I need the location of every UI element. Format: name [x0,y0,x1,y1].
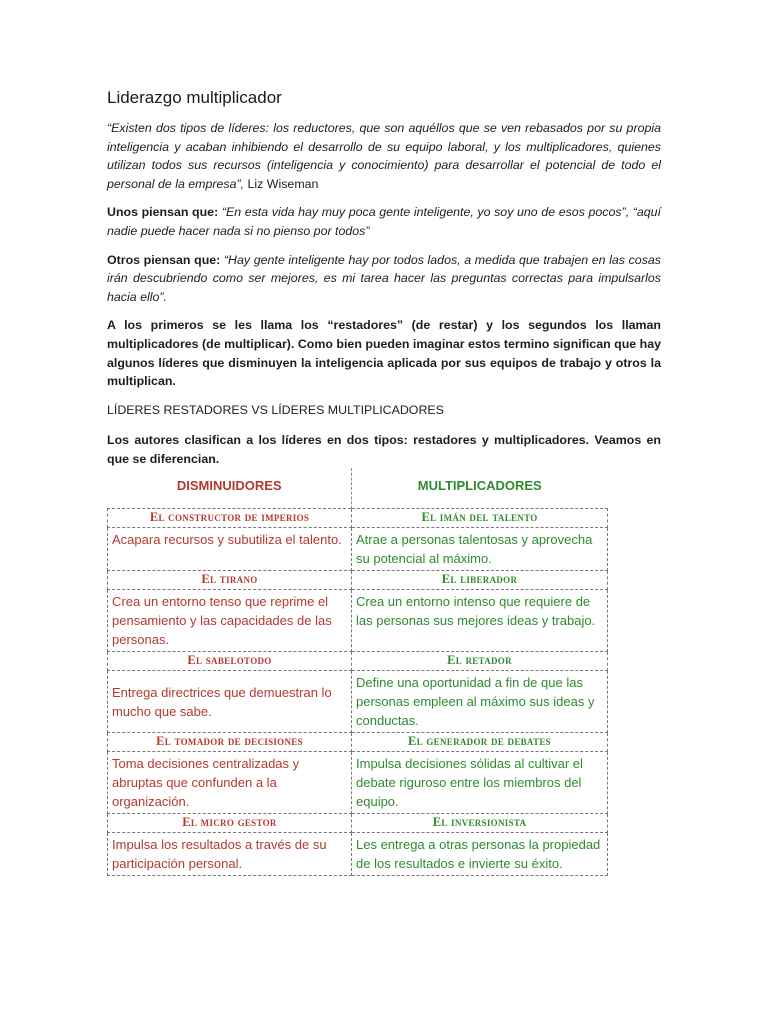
diminisher-desc: Crea un entorno tenso que reprime el pensamiento y las capacidades de las personas. [108,590,352,652]
table-row-title [108,509,608,528]
table-row-title [108,652,608,671]
quote-text: “Existen dos tipos de líderes: los reductores, que son aquéllos que se ven rebasados por su propia inteligencia y acaban inhibiendo el desarrollo de su equipo laboral, y los multiplicadores, quienes utilizan todos sus recursos (inteligencia y conocimiento) para desarrollar el potencial de todo el personal de la empresa”, [107,121,661,191]
diminisher-desc: Entrega directrices que demuestran lo mucho que sabe. [108,671,352,733]
multiplier-desc: Crea un entorno intenso que requiere de las personas sus mejores ideas y trabajo. [352,590,608,652]
diminisher-title: El constructor de imperios [108,509,352,528]
unos-label: Unos piensan que: [107,205,219,220]
diminisher-desc: Impulsa los resultados a través de su participación personal. [108,833,352,876]
table-header-row [108,468,608,509]
diminisher-title: El tirano [108,571,352,590]
multiplier-title: El generador de debates [352,733,608,752]
table-row-title [108,814,608,833]
multiplier-desc: Impulsa decisiones sólidas al cultivar el debate riguroso entre los miembros del equipo. [352,752,608,814]
quote-paragraph [107,119,661,193]
page-title: Liderazgo multiplicador [107,88,282,107]
diminisher-title: El micro gestor [108,814,352,833]
header-disminuidores: DISMINUIDORES [108,468,352,509]
multiplier-title: El imán del talento [352,509,608,528]
multiplier-desc: Les entrega a otras personas la propiedad de los resultados e invierte su éxito. [352,833,608,876]
section-heading: LÍDERES RESTADORES VS LÍDERES MULTIPLICADORES [107,402,444,417]
table-row-title [108,733,608,752]
paragraph-restadores: A los primeros se les llama los “restadores” (de restar) y los segundos los llaman multiplicadores (de multiplicar). Como bien pueden imaginar estos termino significan que hay algunos líderes que disminuyen la inteligencia aplicada por sus equipos de trabajo y otros la multiplican. [107,318,661,389]
table-row-desc [108,833,608,876]
paragraph-autores: Los autores clasifican a los líderes en dos tipos: restadores y multiplicadores. Veamos en que se diferencian. [107,433,661,466]
multiplier-desc: Atrae a personas talentosas y aprovecha su potencial al máximo. [352,528,608,571]
table-row-desc [108,590,608,652]
diminisher-title: El sabelotodo [108,652,352,671]
document-body [107,88,661,479]
multiplier-desc: Define una oportunidad a fin de que las personas empleen al máximo sus ideas y conductas. [352,671,608,733]
diminisher-desc: Toma decisiones centralizadas y abruptas que confunden a la organización. [108,752,352,814]
header-multiplicadores: MULTIPLICADORES [417,477,542,493]
unos-paragraph [107,203,661,240]
multiplier-title: El retador [352,652,608,671]
table-row-desc [108,528,608,571]
multiplier-title: El liberador [352,571,608,590]
otros-text: “Hay gente inteligente hay por todos lados, a medida que trabajen en las cosas irán descubriendo como ser mejores, es mi tarea hacer las preguntas correctas para impulsarlos hacia ello”. [107,252,661,304]
table-row-title [108,571,608,590]
comparison-table [107,468,608,876]
quote-author: Liz Wiseman [244,176,319,191]
multiplier-title: El inversionista [352,814,608,833]
otros-paragraph [107,251,661,307]
table-row-desc [108,752,608,814]
unos-text: “En esta vida hay muy poca gente inteligente, yo soy uno de esos pocos”, “aquí nadie puede hacer nada si no pienso por todos” [107,205,661,238]
otros-label: Otros piensan que: [107,252,221,267]
table-row-desc [108,671,608,733]
diminisher-title: El tomador de decisiones [108,733,352,752]
diminisher-desc: Acapara recursos y subutiliza el talento. [108,528,352,571]
